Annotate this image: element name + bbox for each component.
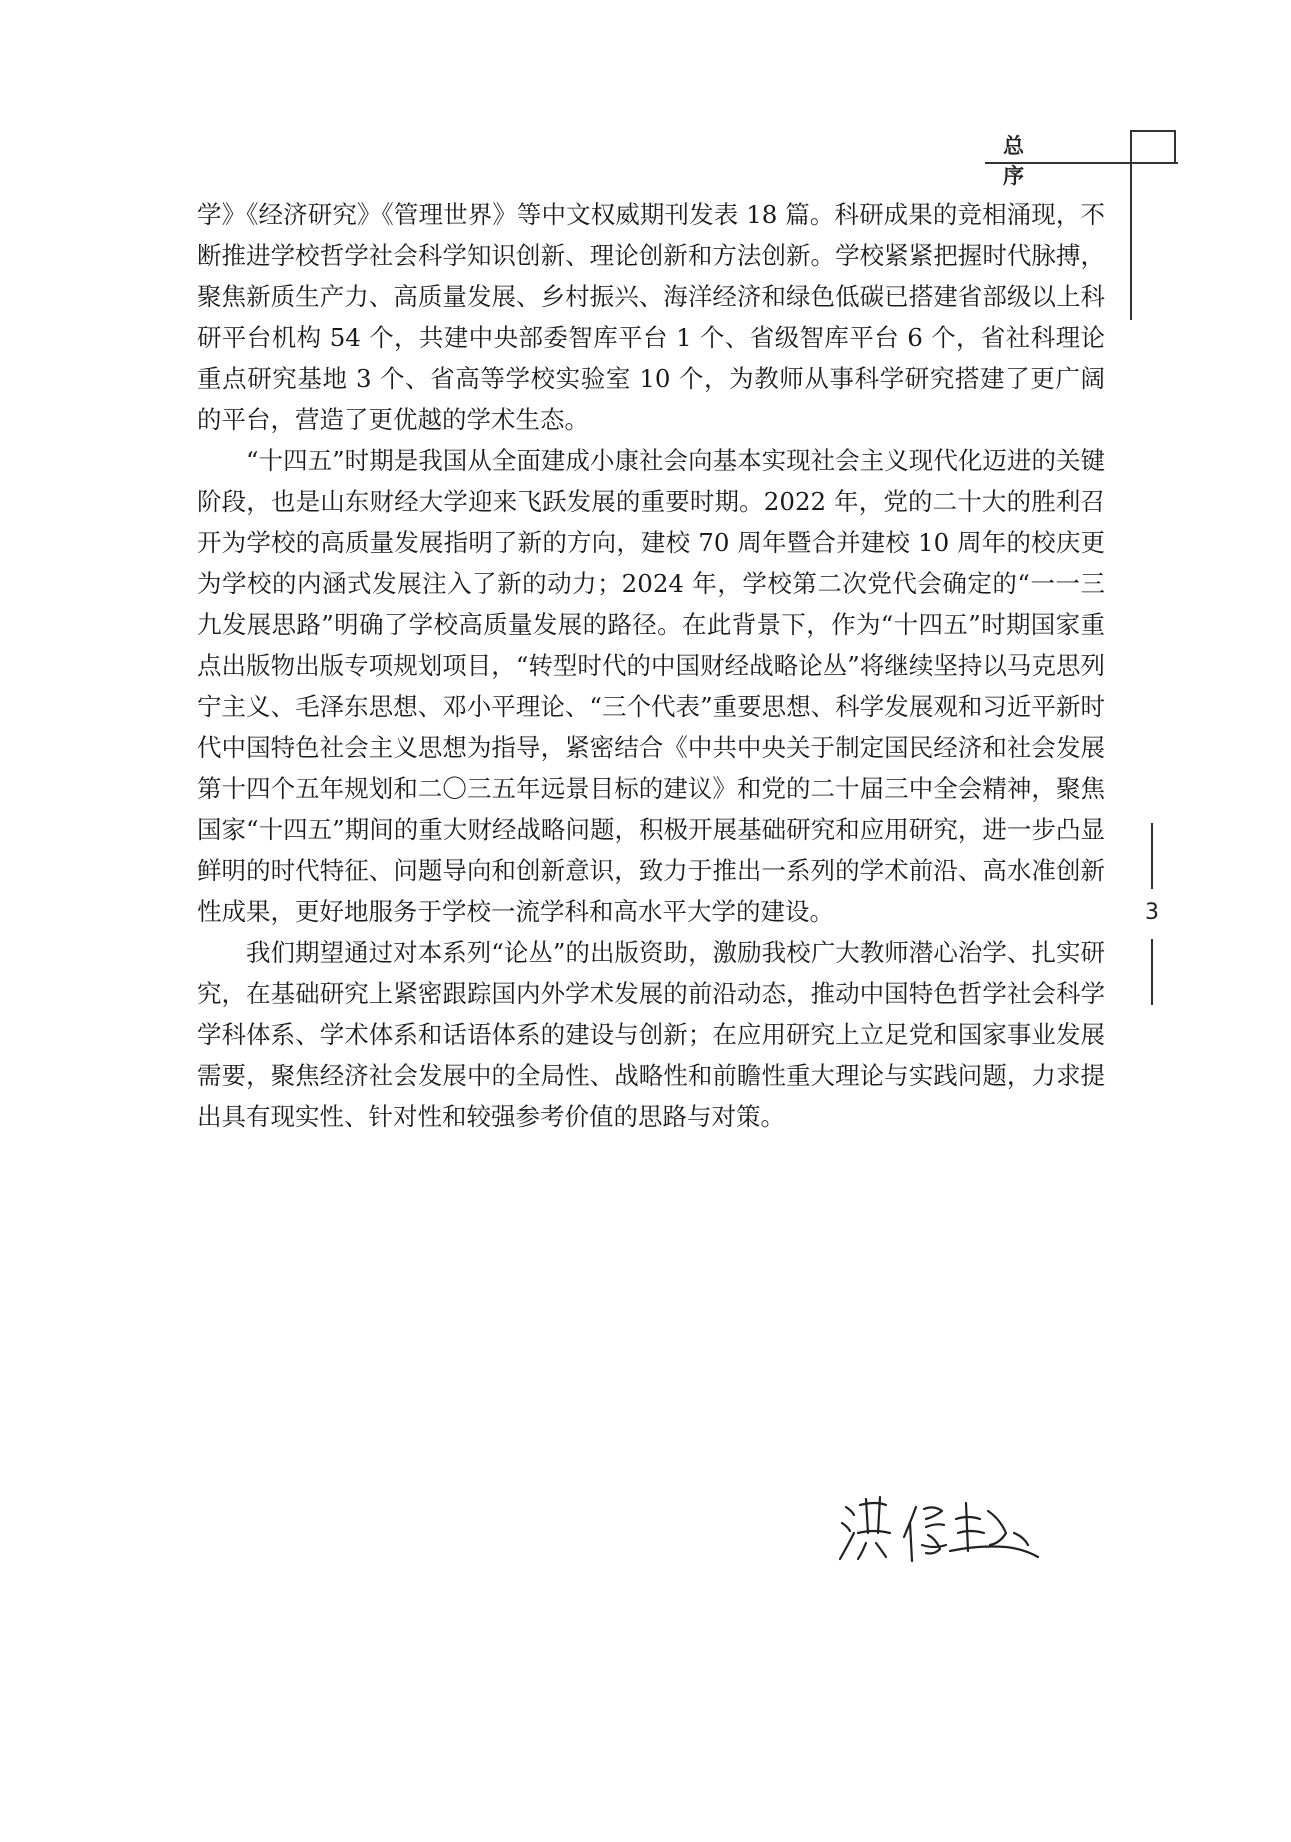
page-number: 3 [1145, 900, 1159, 925]
paragraph-1: 学》《经济研究》《管理世界》等中文权威期刊发表 18 篇。科研成果的竞相涌现，不断推进学校哲学社会科学知识创新、理论创新和方法创新。学校紧紧把握时代脉搏，聚焦新质生产力、高质量发展、乡村振兴、海洋经济和绿色低碳已搭建省部级以上科研平台机构 54 个，共建中央部委智库平台 1 个、省级智库平台 6 个，省社科理论重点研究基地 3 个、省高等学校实验室 10 个，为教师从事科学研究搭建了更广阔的平台，营造了更优越的学术生态。 [197, 200, 1105, 434]
paragraph-2: “十四五”时期是我国从全面建成小康社会向基本实现社会主义现代化迈进的关键阶段，也是山东财经大学迎来飞跃发展的重要时期。2022 年，党的二十大的胜利召开为学校的高质量发展指明了新的方向，建校 70 周年暨合并建校 10 周年的校庆更为学校的内涵式发展注入了新的动力；2024 年，学校第二次党代会确定的“一一三九发展思路”明确了学校高质量发展的路径。在此背景下，作为“十四五”时期国家重点出版物出版专项规划项目，“转型时代的中国财经战略论丛”将继续坚持以马克思列宁主义、毛泽东思想、邓小平理论、“三个代表”重要思想、科学发展观和习近平新时代中国特色社会主义思想为指导，紧密结合《中共中央关于制定国民经济和社会发展第十四个五年规划和二〇三五年远景目标的建议》和党的二十届三中全会精神，聚焦国家“十四五”期间的重大财经战略问题，积极开展基础研究和应用研究，进一步凸显鲜明的时代特征、问题导向和创新意识，致力于推出一系列的学术前沿、高水准创新性成果，更好地服务于学校一流学科和高水平大学的建设。 [197, 446, 1105, 926]
running-header-title: 总序 [1003, 134, 1060, 188]
body-text [197, 194, 1105, 1137]
header-vertical-rule [1130, 162, 1132, 320]
paragraph-3: 我们期望通过对本系列“论丛”的出版资助，激励我校广大教师潜心治学、扎实研究，在基础研究上紧密跟踪国内外学术发展的前沿动态，推动中国特色哲学社会科学学科体系、学术体系和话语体系的建设与创新；在应用研究上立足党和国家事业发展需要，聚焦经济社会发展中的全局性、战略性和前瞻性重大理论与实践问题，力求提出具有现实性、针对性和较强参考价值的思路与对策。 [197, 938, 1105, 1131]
handwritten-signature [838, 1493, 1048, 1569]
page-number-rule-bottom [1151, 939, 1153, 1005]
page-number-rule-top [1151, 823, 1153, 889]
header-corner-box [1130, 130, 1176, 164]
